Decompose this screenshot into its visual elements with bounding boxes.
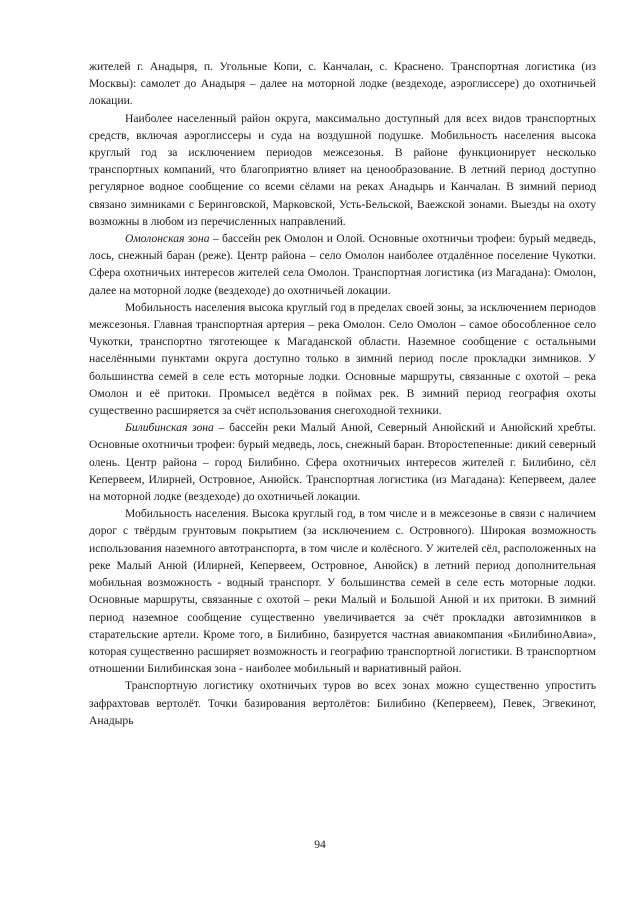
zone-name-omolon: Омолонская зона	[125, 232, 210, 246]
paragraph-bilibino-zone	[89, 419, 596, 505]
paragraph-text: Наиболее населенный район округа, максимально доступный для всех видов транспортных средств, включая аэроглиссеры и суда на воздушной подушке. Мобильность населения высока круглый год за исключением периодов межсезонья. В районе функционирует несколько транспортных компаний, что благоприятно влияет на ценообразование. В летний период доступно регулярное водное сообщение со всеми сёлами на реках Анадырь и Канчалан. В зимний период связано зимниками с Беринговской, Марковской, Усть-Бельской, Ваежской зонами. Выезды на охоту возможны в любом из перечисленных направлений.	[89, 111, 596, 228]
paragraph-text: – бассейн реки Малый Анюй, Северный Анюйский и Анюйский хребты. Основные охотничьи трофеи: бурый медведь, лось, снежный баран. Второстепенные: дикий северный олень. Центр района – город Билибино. Сфера охотничьих интересов жителей г. Билибино, сёл Кепервеем, Илирней, Островное, Анюйск. Транспортная логистика (из Магадана): Кепервеем, далее на моторной лодке (вездеходе) до охотничьей локации.	[89, 421, 596, 504]
paragraph-1	[89, 58, 596, 110]
paragraph-text: Мобильность населения. Высока круглый год, в том числе и в межсезонье в связи с наличием дорог с твёрдым грунтовым покрытием (за исключением с. Островного). Широкая возможность использования наземного автотранспорта, в том числе и колёсного. У жителей сёл, расположенных на реке Малый Анюй (Илирней, Кепервеем, Островное, Анюйск) в летний период дополнительная мобильная возможность - водный транспорт. У большинства семей в селе есть моторные лодки. Основные маршруты, связанные с охотой – реки Малый и Большой Анюй и их притоки. В зимний период наземное сообщение существенно увеличивается за счёт прокладки автозимников в старательские артели. Кроме того, в Билибино, базируется частная авиакомпания «БилибиноАвиа», которая существенно расширяет возможность и географию транспортной логистики. В транспортном отношении Билибинская зона - наиболее мобильный и вариативный район.	[89, 507, 596, 676]
paragraph-7	[89, 677, 596, 729]
paragraph-4	[89, 299, 596, 419]
zone-name-bilibino: Билибинская зона	[125, 421, 214, 435]
paragraph-text: Мобильность населения высока круглый год в пределах своей зоны, за исключением периодов межсезонья. Главная транспортная артерия – река Омолон. Село Омолон – самое обособленное село Чукотки, транспортно тяготеющее к Магаданской области. Наземное сообщение с остальными населёнными пунктами округа доступно только в зимний период после прокладки зимников. У большинства семей в селе есть моторные лодки. Основные маршруты, связанные с охотой – река Омолон и её притоки. Промысел ведётся в поймах рек. В зимний период география охоты существенно расширяется за счёт использования снегоходной техники.	[89, 300, 596, 418]
page-number: 94	[314, 838, 326, 851]
page-body	[89, 58, 596, 729]
paragraph-text: жителей г. Анадыря, п. Угольные Копи, с. Канчалан, с. Краснено. Транспортная логистика (из Москвы): самолет до Анадыря – далее на моторной лодке (вездеходе, аэроглиссере) до охотничьей локации.	[89, 60, 596, 108]
paragraph-2	[89, 110, 596, 230]
paragraph-omolon-zone	[89, 230, 596, 299]
paragraph-text: – бассейн рек Омолон и Олой. Основные охотничьи трофеи: бурый медведь, лось, снежный баран (реже). Центр района – село Омолон наиболее отдалённое поселение Чукотки. Сфера охотничьих интересов жителей села Омолон. Транспортная логистика (из Магадана): Омолон, далее на моторной лодке (вездеходе) до охотничьей локации.	[89, 232, 596, 297]
paragraph-text: Транспортную логистику охотничьих туров во всех зонах можно существенно упростить зафрахтовав вертолёт. Точки базирования вертолётов: Билибино (Кепервеем), Певек, Эгвекинот, Анадырь	[89, 679, 596, 727]
paragraph-6	[89, 505, 596, 677]
